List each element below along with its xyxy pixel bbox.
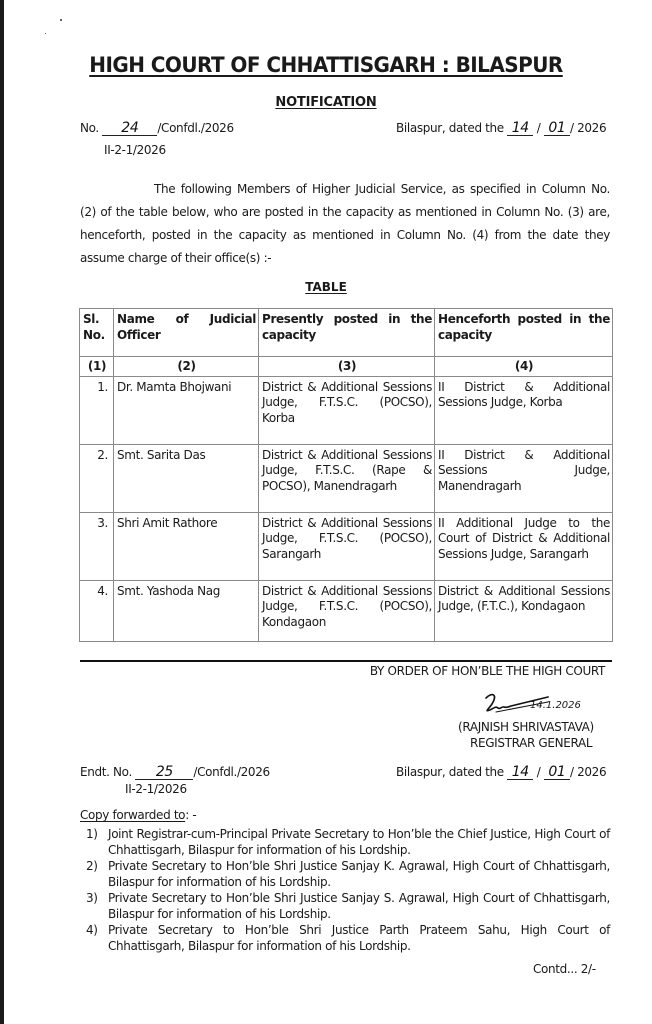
scan-speck — [60, 19, 62, 21]
table-row — [80, 376, 613, 444]
endorsement-no-prefix: Endt. No. — [80, 765, 132, 779]
copy-forwarded-label — [80, 808, 196, 822]
copy-recipients-list — [80, 826, 610, 954]
cell-present-posting: District & Additional Sessions Judge, F.T.S.C. (POCSO), Korba — [259, 376, 435, 444]
cell-present-posting: District & Additional Sessions Judge, F.T.S.C. (Rape & POCSO), Manendragarh — [259, 444, 435, 512]
cell-new-posting: II District & Additional Sessions Judge, Manendragarh — [435, 444, 613, 512]
court-title: HIGH COURT OF CHHATTISGARH : BILASPUR — [89, 53, 563, 78]
registrar-designation: REGISTRAR GENERAL — [470, 736, 593, 750]
cell-sl-no: 2. — [80, 444, 114, 512]
list-item — [80, 922, 610, 954]
header-sl-no — [80, 309, 114, 357]
postings-table — [79, 308, 613, 642]
endorsement-date — [396, 765, 606, 780]
handwritten-month: 01 — [544, 121, 570, 136]
file-number: II-2-1/2026 — [104, 143, 166, 157]
date-year: / 2026 — [569, 765, 607, 779]
list-text: Joint Registrar-cum-Principal Private Secretary to Hon’ble the Chief Justice, High Court of Chhattisgarh, Bilaspur for information of his Lordship. — [108, 827, 610, 857]
scan-speck — [45, 33, 46, 34]
header-text: capacity — [438, 327, 492, 342]
reference-number — [80, 121, 234, 136]
registrar-name: (RAJNISH SHRIVASTAVA) — [458, 720, 594, 734]
endorsement-no-suffix: /Confdl./2026 — [193, 765, 270, 779]
cell-officer-name: Smt. Sarita Das — [114, 444, 259, 512]
body-paragraph — [80, 178, 610, 270]
header-officer-name — [114, 309, 259, 357]
copy-forwarded-suffix: : - — [185, 808, 197, 822]
column-number: (4) — [435, 357, 613, 377]
list-number: 1) — [86, 827, 98, 841]
cell-officer-name: Smt. Yashoda Nag — [114, 580, 259, 641]
reference-no-prefix: No. — [80, 121, 99, 135]
list-text: Private Secretary to Hon’ble Shri Justice Parth Prateem Sahu, High Court of Chhattisgarh, Bilaspur for information of his Lordship. — [108, 923, 610, 953]
column-number: (3) — [259, 357, 435, 377]
by-order-line: BY ORDER OF HON’BLE THE HIGH COURT — [369, 664, 605, 678]
cell-new-posting: II Additional Judge to the Court of District & Additional Sessions Judge, Sarangarh — [435, 512, 613, 580]
column-number: (1) — [80, 357, 114, 377]
continued-marker: Contd... 2/- — [533, 962, 596, 976]
list-number: 4) — [86, 923, 98, 937]
reference-no-suffix: /Confdl./2026 — [157, 121, 234, 135]
list-text: Private Secretary to Hon’ble Shri Justice Sanjay S. Agrawal, High Court of Chhattisgarh, Bilaspur for information of his Lordship. — [108, 891, 610, 921]
list-number: 2) — [86, 859, 98, 873]
table-row — [80, 512, 613, 580]
copy-forwarded-text: Copy forwarded to — [80, 808, 186, 822]
paragraph-rest: (2) of the table below, who are posted in the capacity as mentioned in Column No. (3) are, henceforth, posted in the capacity as mentioned in Column No. (4) from the date they assume charge of their office(s) :- — [80, 205, 610, 265]
cell-new-posting: II District & Additional Sessions Judge, Korba — [435, 376, 613, 444]
cell-officer-name: Shri Amit Rathore — [114, 512, 259, 580]
handwritten-signature — [478, 690, 598, 720]
header-present-posting — [259, 309, 435, 357]
header-text: Sl. — [83, 312, 100, 326]
handwritten-day: 14 — [507, 121, 533, 136]
cell-present-posting: District & Additional Sessions Judge, F.T.S.C. (POCSO), Kondagaon — [259, 580, 435, 641]
handwritten-number: 24 — [102, 121, 157, 136]
table-header-row — [80, 309, 613, 357]
table-row — [80, 444, 613, 512]
header-text: Officer — [117, 327, 161, 342]
scan-edge-border — [0, 0, 4, 1024]
cell-officer-name: Dr. Mamta Bhojwani — [114, 376, 259, 444]
list-text: Private Secretary to Hon’ble Shri Justice Sanjay K. Agrawal, High Court of Chhattisgarh, Bilaspur for information of his Lordship. — [108, 859, 610, 889]
handwritten-day: 14 — [507, 765, 533, 780]
column-number-row — [80, 357, 613, 377]
endorsement-number — [80, 765, 270, 780]
date-separator: / — [536, 765, 541, 779]
date-prefix: Bilaspur, dated the — [396, 121, 504, 135]
table-title: TABLE — [305, 280, 347, 294]
cell-present-posting: District & Additional Sessions Judge, F.T.S.C. (POCSO), Sarangarh — [259, 512, 435, 580]
reference-date — [396, 121, 606, 136]
table-row — [80, 580, 613, 641]
cell-sl-no: 1. — [80, 376, 114, 444]
header-text: Presently posted in the — [262, 312, 432, 326]
date-separator: / — [536, 121, 541, 135]
column-number: (2) — [114, 357, 259, 377]
header-text: Name of Judicial — [117, 312, 256, 326]
endorsement-file-number: II-2-1/2026 — [125, 782, 187, 796]
header-text: Henceforth posted in the — [438, 312, 610, 326]
handwritten-number: 25 — [135, 765, 193, 780]
document-type-heading: NOTIFICATION — [275, 95, 377, 110]
list-number: 3) — [86, 891, 98, 905]
handwritten-month: 01 — [544, 765, 570, 780]
section-divider — [80, 660, 612, 662]
list-item — [80, 890, 610, 922]
date-year: / 2026 — [569, 121, 607, 135]
cell-sl-no: 3. — [80, 512, 114, 580]
cell-new-posting: District & Additional Sessions Judge, (F.T.C.), Kondagaon — [435, 580, 613, 641]
signature-date: 14.1.2026 — [530, 700, 581, 711]
list-item — [80, 858, 610, 890]
list-item — [80, 826, 610, 858]
date-prefix: Bilaspur, dated the — [396, 765, 504, 779]
header-text: No. — [83, 327, 105, 342]
header-new-posting — [435, 309, 613, 357]
cell-sl-no: 4. — [80, 580, 114, 641]
header-text: capacity — [262, 327, 316, 342]
paragraph-first-line: The following Members of Higher Judicial Service, as specified in Column No. — [154, 182, 610, 196]
